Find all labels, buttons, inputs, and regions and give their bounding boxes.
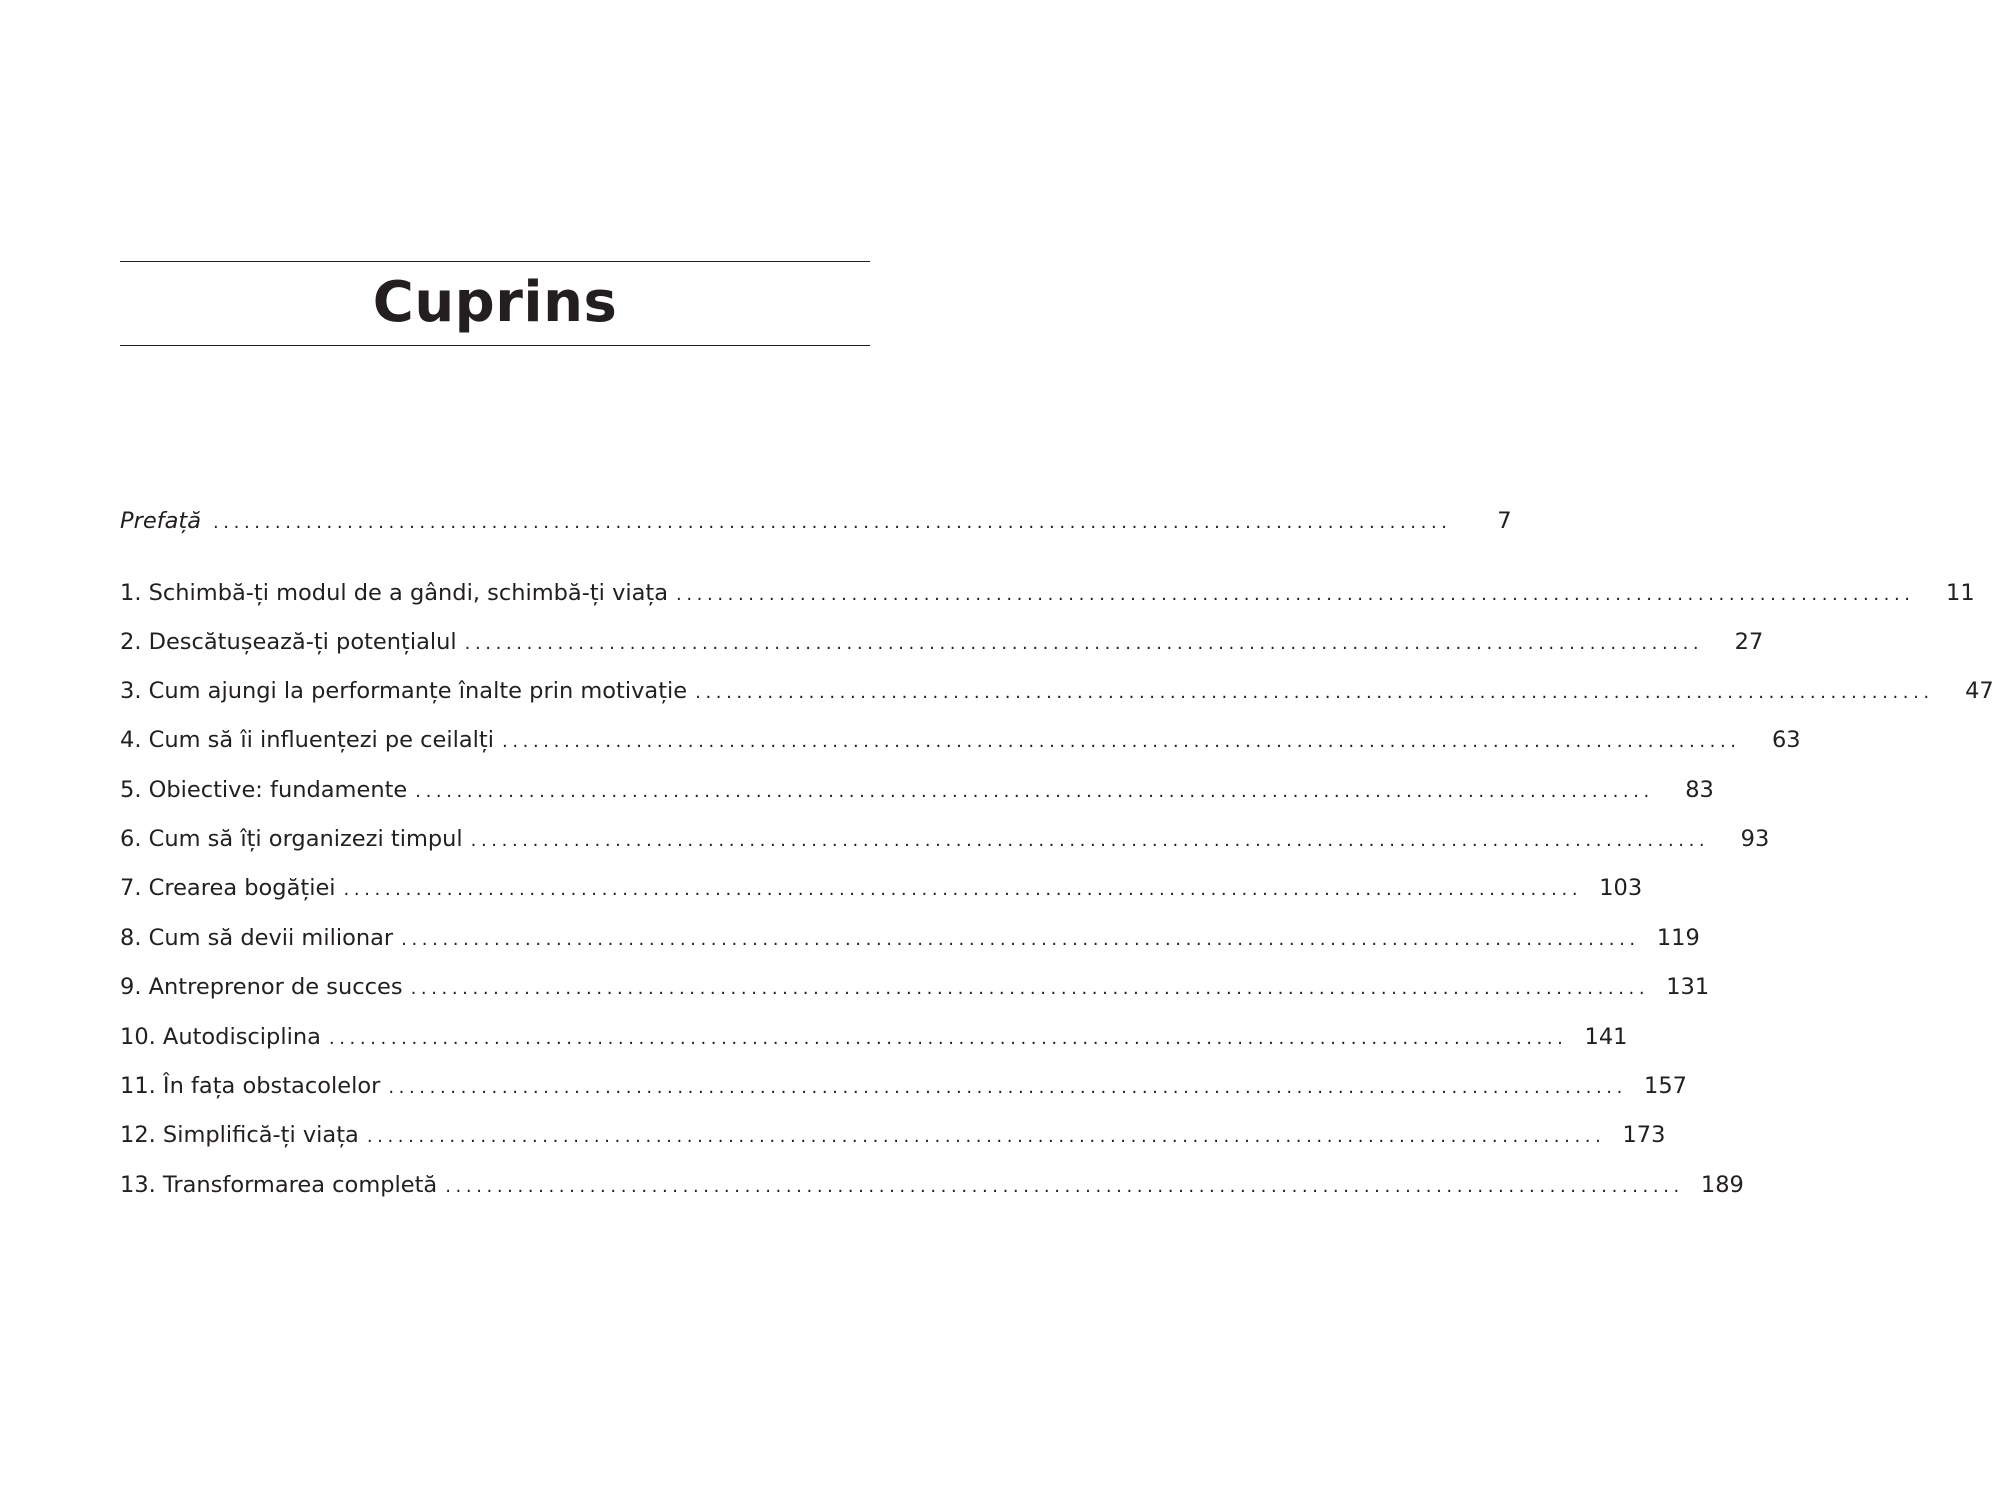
toc-entry-chapter-6[interactable]	[120, 824, 1770, 854]
toc-entry-chapter-3[interactable]	[120, 676, 1994, 706]
toc-entry-label: 5. Obiective: fundamente	[120, 777, 408, 803]
dot-leader: ........................................................................................................................	[445, 1176, 1684, 1197]
dot-leader: ........................................................................................................................	[470, 830, 1710, 851]
toc-entry-label: 1. Schimbă-ți modul de a gândi, schimbă-ți viața	[120, 580, 669, 606]
dot-leader: ........................................................................................................................	[695, 682, 1934, 703]
dot-leader: ........................................................................................................................	[464, 633, 1704, 654]
toc-entry-label: Prefață	[120, 508, 201, 534]
toc-entry-page: 131	[1666, 974, 1710, 1000]
toc-entry-label: 7. Crearea bogăției	[120, 875, 336, 901]
toc-entry-label: 3. Cum ajungi la performanțe înalte prin motivație	[120, 678, 688, 704]
toc-entry-page: 93	[1740, 826, 1770, 852]
toc-entry-label: 8. Cum să devii milionar	[120, 925, 394, 951]
toc-entry-page: 63	[1771, 727, 1801, 753]
toc-entry-chapter-9[interactable]	[120, 972, 1710, 1002]
toc-entry-label: 12. Simplifică-ți viața	[120, 1122, 359, 1148]
toc-entry-chapter-13[interactable]	[120, 1170, 1744, 1200]
toc-entry-page: 47	[1965, 678, 1994, 704]
toc-entry-label: 13. Transformarea completă	[120, 1172, 438, 1198]
toc-entry-preface[interactable]	[120, 506, 1512, 536]
toc-entry-label: 6. Cum să îți organizezi timpul	[120, 826, 463, 852]
dot-leader: ........................................................................................................................	[366, 1126, 1606, 1147]
toc-entry-label: 4. Cum să îi influențezi pe ceilalți	[120, 727, 495, 753]
dot-leader: ........................................................................................................................	[401, 929, 1640, 950]
toc-entry-page: 83	[1685, 777, 1714, 803]
toc-entry-chapter-8[interactable]	[120, 923, 1700, 953]
toc-entry-page: 7	[1497, 508, 1512, 534]
toc-entry-page: 189	[1700, 1172, 1744, 1198]
toc-entry-chapter-12[interactable]	[120, 1120, 1666, 1150]
toc-entry-page: 11	[1946, 580, 1975, 606]
toc-entry-label: 9. Antreprenor de succes	[120, 974, 403, 1000]
toc-entry-chapter-10[interactable]	[120, 1022, 1628, 1052]
dot-leader: ........................................................................................................................	[328, 1028, 1568, 1049]
toc-entry-chapter-7[interactable]	[120, 873, 1643, 903]
toc-entry-chapter-11[interactable]	[120, 1071, 1687, 1101]
toc-entry-page: 173	[1622, 1122, 1666, 1148]
dot-leader: ........................................................................................................................	[343, 879, 1583, 900]
toc-entry-chapter-5[interactable]	[120, 775, 1714, 805]
toc-entry-chapter-1[interactable]	[120, 578, 1975, 608]
dot-leader: ........................................................................................................................	[676, 584, 1915, 605]
toc-entry-label: 11. În fața obstacolelor	[120, 1073, 381, 1099]
dot-leader: ........................................................................................................................	[388, 1077, 1627, 1098]
dot-leader: ........................................................................................................................	[212, 512, 1452, 533]
toc-entry-page: 103	[1599, 875, 1643, 901]
dot-leader: ........................................................................................................................	[415, 781, 1654, 802]
toc-entry-chapter-4[interactable]	[120, 725, 1801, 755]
dot-leader: ........................................................................................................................	[410, 978, 1650, 999]
toc-entry-label: 2. Descătușează-ți potențialul	[120, 629, 457, 655]
toc-entry-label: 10. Autodisciplina	[120, 1024, 321, 1050]
toc-entry-page: 119	[1656, 925, 1700, 951]
page-title: Cuprins	[372, 270, 618, 335]
toc-entry-page: 157	[1644, 1073, 1687, 1099]
table-of-contents	[120, 0, 1994, 1500]
dot-leader: ........................................................................................................................	[502, 731, 1741, 752]
toc-entry-chapter-2[interactable]	[120, 627, 1764, 657]
toc-entry-page: 27	[1734, 629, 1764, 655]
toc-entry-page: 141	[1584, 1024, 1628, 1050]
